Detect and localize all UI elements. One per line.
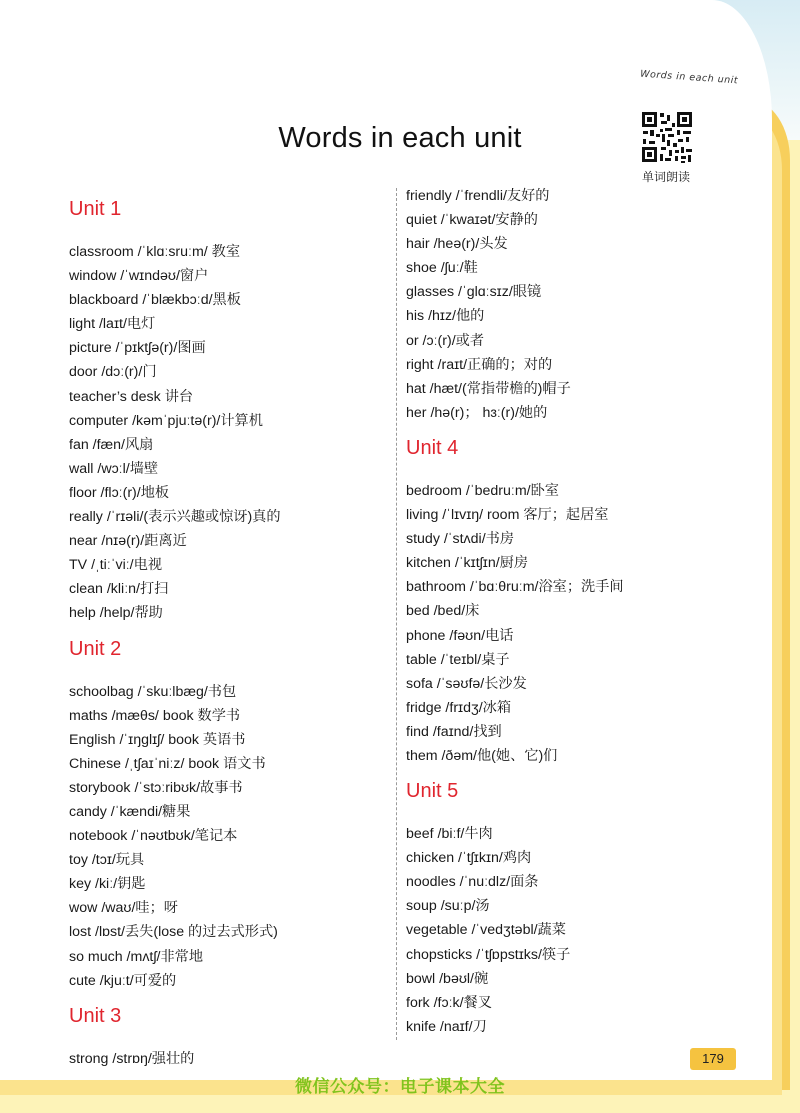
word-entry: noodles /ˈnuːdlz/面条: [406, 874, 539, 891]
running-header: Words in each unit: [639, 68, 739, 87]
word-entry: cute /kjuːt/可爱的: [69, 972, 177, 989]
word-entry: schoolbag /ˈskuːlbæg/书包: [69, 683, 237, 700]
qr-code-icon[interactable]: [640, 110, 694, 164]
unit-heading: Unit 5: [406, 780, 459, 803]
unit-heading: Unit 4: [406, 436, 459, 459]
word-entry: them /ðəm/他(她、它)们: [406, 747, 558, 764]
word-entry: floor /flɔː(r)/地板: [69, 484, 170, 501]
word-entry: clean /kliːn/打扫: [69, 581, 169, 598]
word-entry: soup /suːp/汤: [406, 898, 490, 915]
word-entry: bed /bed/床: [406, 603, 480, 620]
word-entry: fridge /frɪdʒ/冰箱: [406, 699, 512, 716]
word-entry: kitchen /ˈkɪtʃɪn/厨房: [406, 555, 529, 572]
word-entry: candy /ˈkændi/糖果: [69, 803, 191, 820]
word-entry: lost /lɒst/丢失(lose 的过去式形式): [69, 924, 278, 941]
word-entry: fork /fɔːk/餐叉: [406, 994, 492, 1011]
word-entry: knife /naɪf/刀: [406, 1018, 487, 1035]
word-entry: chicken /ˈtʃɪkɪn/鸡肉: [406, 850, 532, 867]
word-entry: teacher’s desk 讲台: [69, 388, 194, 405]
word-entry: light /laɪt/电灯: [69, 316, 156, 333]
word-entry: vegetable /ˈvedʒtəbl/蔬菜: [406, 922, 566, 939]
word-entry: bowl /bəʊl/碗: [406, 970, 489, 987]
word-entry: bedroom /ˈbedruːm/卧室: [406, 482, 559, 499]
word-entry: near /nɪə(r)/距离近: [69, 533, 187, 550]
word-entry: maths /mæθs/ book 数学书: [69, 707, 241, 724]
word-entry: key /kiː/钥匙: [69, 876, 146, 893]
word-entry: wow /waʊ/哇；呀: [69, 900, 178, 917]
word-entry: fan /fæn/风扇: [69, 436, 154, 453]
word-entry: computer /kəmˈpjuːtə(r)/计算机: [69, 412, 263, 429]
word-entry: hat /hæt/(常指带檐的)帽子: [406, 380, 571, 397]
page-number: 179: [690, 1048, 736, 1070]
word-entry: sofa /ˈsəʊfə/长沙发: [406, 675, 527, 692]
word-entry: beef /biːf/牛肉: [406, 826, 493, 843]
word-entry: right /raɪt/正确的；对的: [406, 356, 553, 373]
word-entry: strong /strɒŋ/强壮的: [69, 1050, 195, 1067]
word-entry: quiet /ˈkwaɪət/安静的: [406, 212, 538, 229]
word-entry: hair /heə(r)/头发: [406, 236, 508, 253]
word-entry: phone /fəʊn/电话: [406, 627, 514, 644]
word-entry: window /ˈwɪndəʊ/窗户: [69, 268, 209, 285]
word-entry: notebook /ˈnəʊtbʊk/笔记本: [69, 828, 238, 845]
word-entry: help /help/帮助: [69, 605, 163, 622]
word-entry: Chinese /ˌtʃaɪˈniːz/ book 语文书: [69, 755, 266, 772]
word-entry: wall /wɔːl/墙壁: [69, 460, 159, 477]
right-word-column: [406, 184, 624, 1039]
word-entry: TV /ˌtiːˈviː/电视: [69, 557, 163, 574]
word-entry: picture /ˈpɪktʃə(r)/图画: [69, 340, 206, 357]
unit-heading: Unit 2: [69, 637, 122, 660]
word-entry: living /ˈlɪvɪŋ/ room 客厅；起居室: [406, 507, 609, 524]
left-word-column: [69, 196, 281, 1071]
unit-heading: Unit 3: [69, 1004, 122, 1027]
word-entry: table /ˈteɪbl/桌子: [406, 651, 510, 668]
unit-heading: Unit 1: [69, 198, 122, 220]
word-entry: toy /tɔɪ/玩具: [69, 852, 145, 869]
word-entry: his /hɪz/他的: [406, 308, 485, 325]
word-entry: find /faɪnd/找到: [406, 723, 502, 740]
word-entry: really /ˈrɪəli/(表示兴趣或惊讶)真的: [69, 509, 281, 526]
word-entry: her /hə(r)； hɜː(r)/她的: [406, 404, 548, 421]
word-entry: so much /mʌtʃ/非常地: [69, 948, 204, 965]
word-entry: chopsticks /ˈtʃɒpstɪks/筷子: [406, 946, 571, 963]
word-entry: glasses /ˈglɑːsɪz/眼镜: [406, 284, 542, 301]
word-entry: classroom /ˈklɑːsruːm/ 教室: [69, 244, 241, 260]
word-entry: shoe /ʃuː/鞋: [406, 260, 478, 277]
word-entry: study /ˈstʌdi/书房: [406, 531, 515, 548]
word-entry: bathroom /ˈbɑːθruːm/浴室；洗手间: [406, 579, 624, 596]
word-entry: blackboard /ˈblækbɔːd/黑板: [69, 292, 241, 309]
word-entry: friendly /ˈfrendli/友好的: [406, 188, 550, 204]
word-entry: storybook /ˈstɔːribʊk/故事书: [69, 779, 243, 796]
watermark-text: 微信公众号：电子课本大全: [295, 1077, 505, 1097]
column-divider: [396, 188, 397, 1040]
word-entry: door /dɔː(r)/门: [69, 364, 157, 381]
word-entry: or /ɔː(r)/或者: [406, 332, 485, 349]
word-entry: English /ˈɪŋglɪʃ/ book 英语书: [69, 731, 246, 748]
qr-code-label: 单词朗读: [642, 170, 691, 184]
page-title: Words in each unit: [278, 122, 522, 154]
